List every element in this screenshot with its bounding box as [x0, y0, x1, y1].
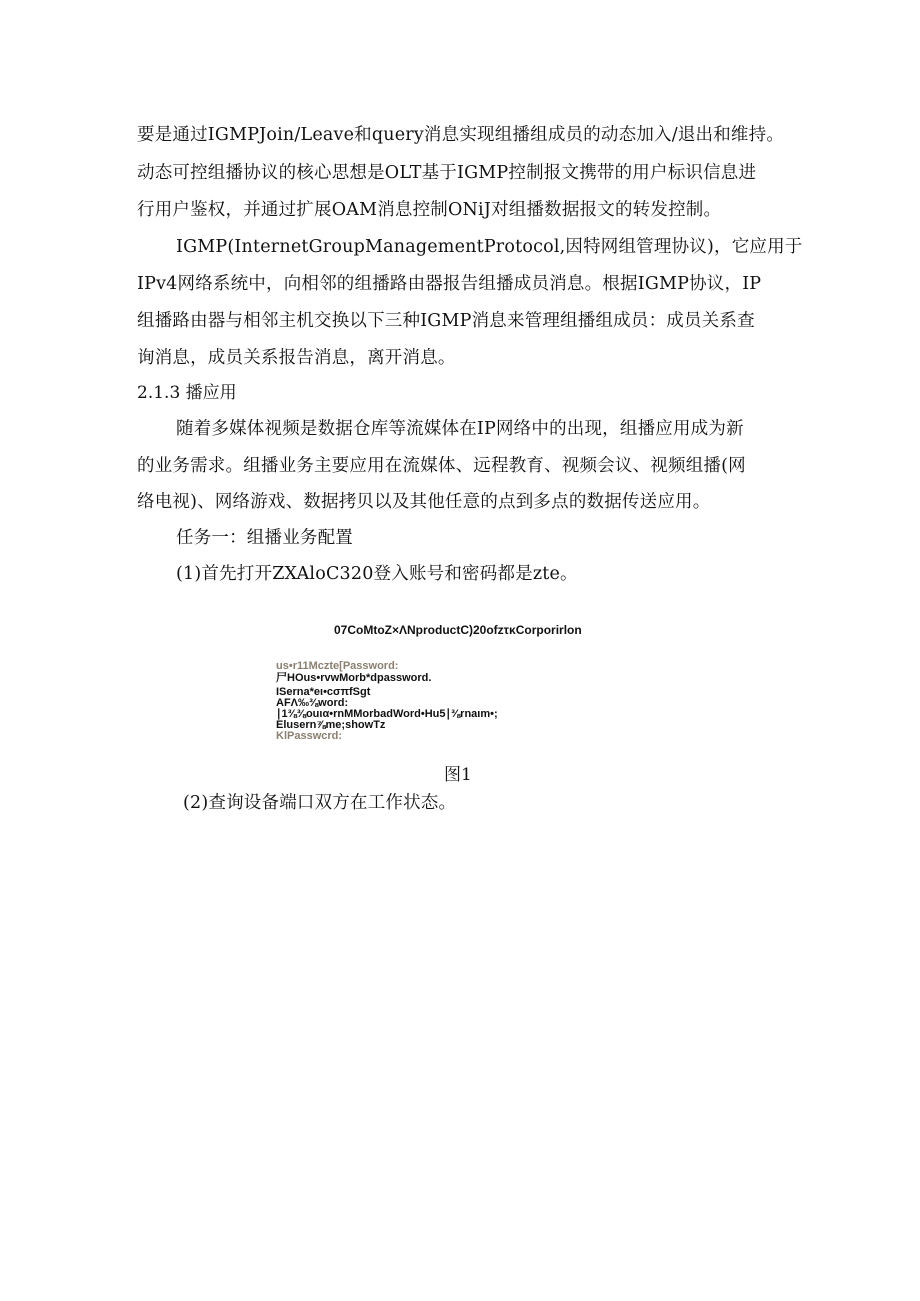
figure-line: 尸HOus•rvwMorb*dpassword.: [276, 672, 432, 684]
figure-line: KlPasswcrd:: [276, 730, 343, 742]
figure-line: us•r11Mczte[Password:: [276, 660, 399, 672]
figure-line: Elusern⅞me;showTz: [276, 719, 386, 731]
figure-header: 07CoMtoZ×ΛNproductC)20ofzτκCorporirlon: [334, 623, 582, 637]
paragraph-3-line-2: 的业务需求。组播业务主要应用在流媒体、远程教育、视频会议、视频组播(网: [137, 456, 746, 476]
paragraph-1-line-3: 行用户鉴权，并通过扩展OAM消息控制ONiJ对组播数据报文的转发控制。: [137, 200, 722, 220]
section-heading: 2.1.3 播应用: [137, 383, 237, 403]
figure-caption: 图1: [444, 765, 472, 785]
figure-line: ∣1⅜⅜ouια•rnMMorbadWord•Hu5∣⅜rnaιm•;: [276, 708, 498, 720]
figure-line: AFΛ‰⅜word:: [276, 697, 349, 709]
login-screenshot-figure: [270, 615, 650, 745]
paragraph-1-line-1: 要是通过IGMPJoin/Leave和query消息实现组播组成员的动态加入/退出和维持。: [137, 125, 785, 145]
paragraph-2-line-1: IGMP(InternetGroupManagementProtocol,因特网组管理协议)，它应用于: [176, 237, 803, 257]
figure-line: ISerna*eι•cσπfSgt: [276, 686, 371, 698]
paragraph-2-line-3: 组播路由器与相邻主机交换以下三种IGMP消息来管理组播组成员：成员关系查: [137, 311, 755, 331]
paragraph-3-line-1: 随着多媒体视频是数据仓库等流媒体在IP网络中的出现，组播应用成为新: [176, 419, 744, 439]
paragraph-3-line-3: 络电视)、网络游戏、数据拷贝以及其他任意的点到多点的数据传送应用。: [137, 492, 711, 512]
paragraph-2-line-4: 询消息，成员关系报告消息，离开消息。: [137, 348, 456, 368]
step-1-text: (1)首先打开ZXAloC320登入账号和密码都是zte。: [176, 564, 578, 584]
paragraph-1-line-2: 动态可控组播协议的核心思想是OLT基于IGMP控制报文携带的用户标识信息进: [137, 163, 757, 183]
task-heading: 任务一：组播业务配置: [176, 528, 353, 548]
paragraph-2-line-2: IPv4网络系统中，向相邻的组播路由器报告组播成员消息。根据IGMP协议，IP: [137, 274, 762, 294]
step-2-text: (2)查询设备端口双方在工作状态。: [183, 793, 457, 813]
